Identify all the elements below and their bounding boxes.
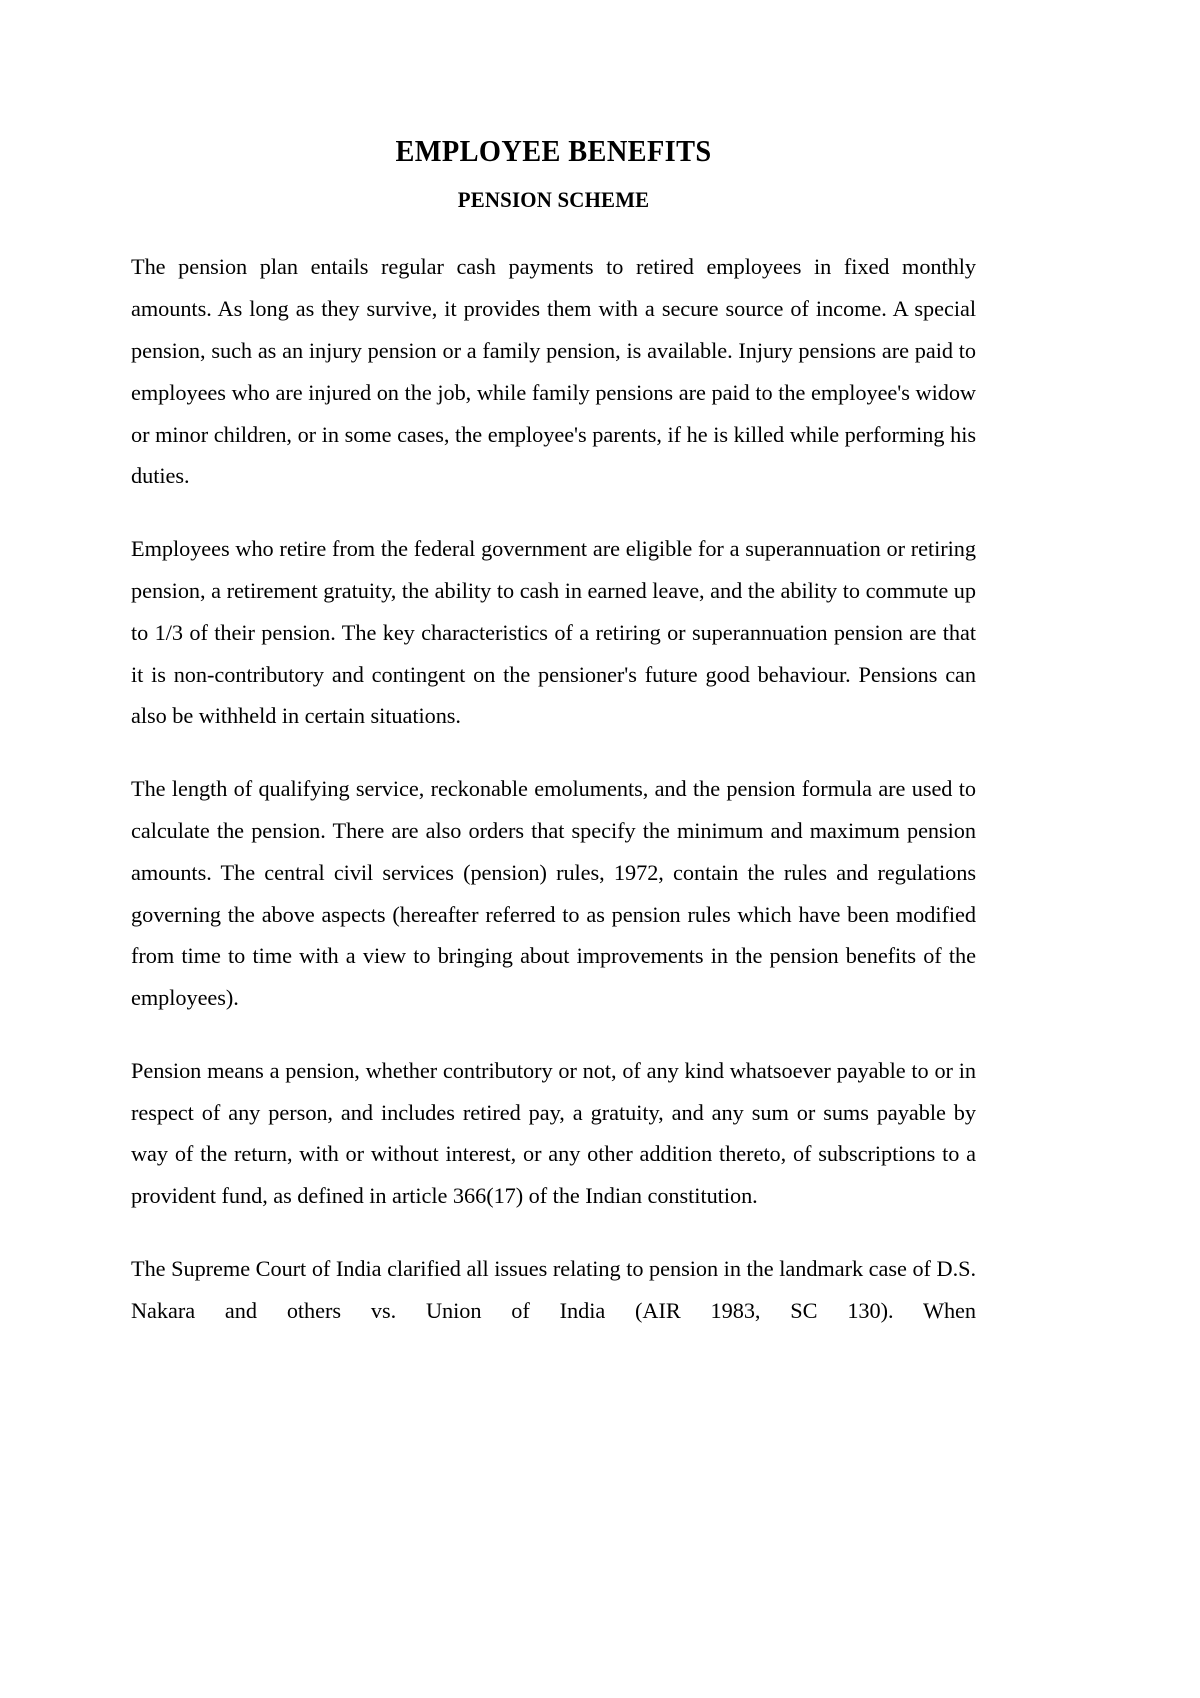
paragraph-2: Employees who retire from the federal government are eligible for a superannuation or retiring pension, a retirement gratuity, the ability to cash in earned leave, and the ability to commute up to 1/3 of their pension. The key characteristics of a retiring or superannuation pension are that it is non-contributory and contingent on the pensioner's future good behaviour. Pensions can also be withheld in certain situations. (131, 536, 976, 729)
paragraph-5: The Supreme Court of India clarified all issues relating to pension in the landmark case of D.S. Nakara and others vs. Union of India (AIR 1983, SC 130). When (131, 1256, 976, 1323)
paragraph-3: The length of qualifying service, reckonable emoluments, and the pension formula are used to calculate the pension. There are also orders that specify the minimum and maximum pension amounts. The central civil services (pension) rules, 1972, contain the rules and regulations governing the above aspects (hereafter referred to as pension rules which have been modified from time to time with a view to bringing about improvements in the pension benefits of the employees). (131, 776, 976, 1011)
document-body (131, 212, 976, 1373)
page-subtitle: PENSION SCHEME (457, 187, 650, 213)
paragraph-1: The pension plan entails regular cash payments to retired employees in fixed monthly amounts. As long as they survive, it provides them with a secure source of income. A special pension, such as an injury pension or a family pension, is available. Injury pensions are paid to employees who are injured on the job, while family pensions are paid to the employee's widow or minor children, or in some cases, the employee's parents, if he is killed while performing his duties. (131, 254, 976, 489)
page-title: EMPLOYEE BENEFITS (395, 134, 712, 168)
paragraph-4: Pension means a pension, whether contributory or not, of any kind whatsoever payable to or in respect of any person, and includes retired pay, a gratuity, and any sum or sums payable by way of the return, with or without interest, or any other addition thereto, of subscriptions to a provident fund, as defined in article 366(17) of the Indian constitution. (131, 1057, 976, 1209)
document-content (131, 0, 976, 1373)
